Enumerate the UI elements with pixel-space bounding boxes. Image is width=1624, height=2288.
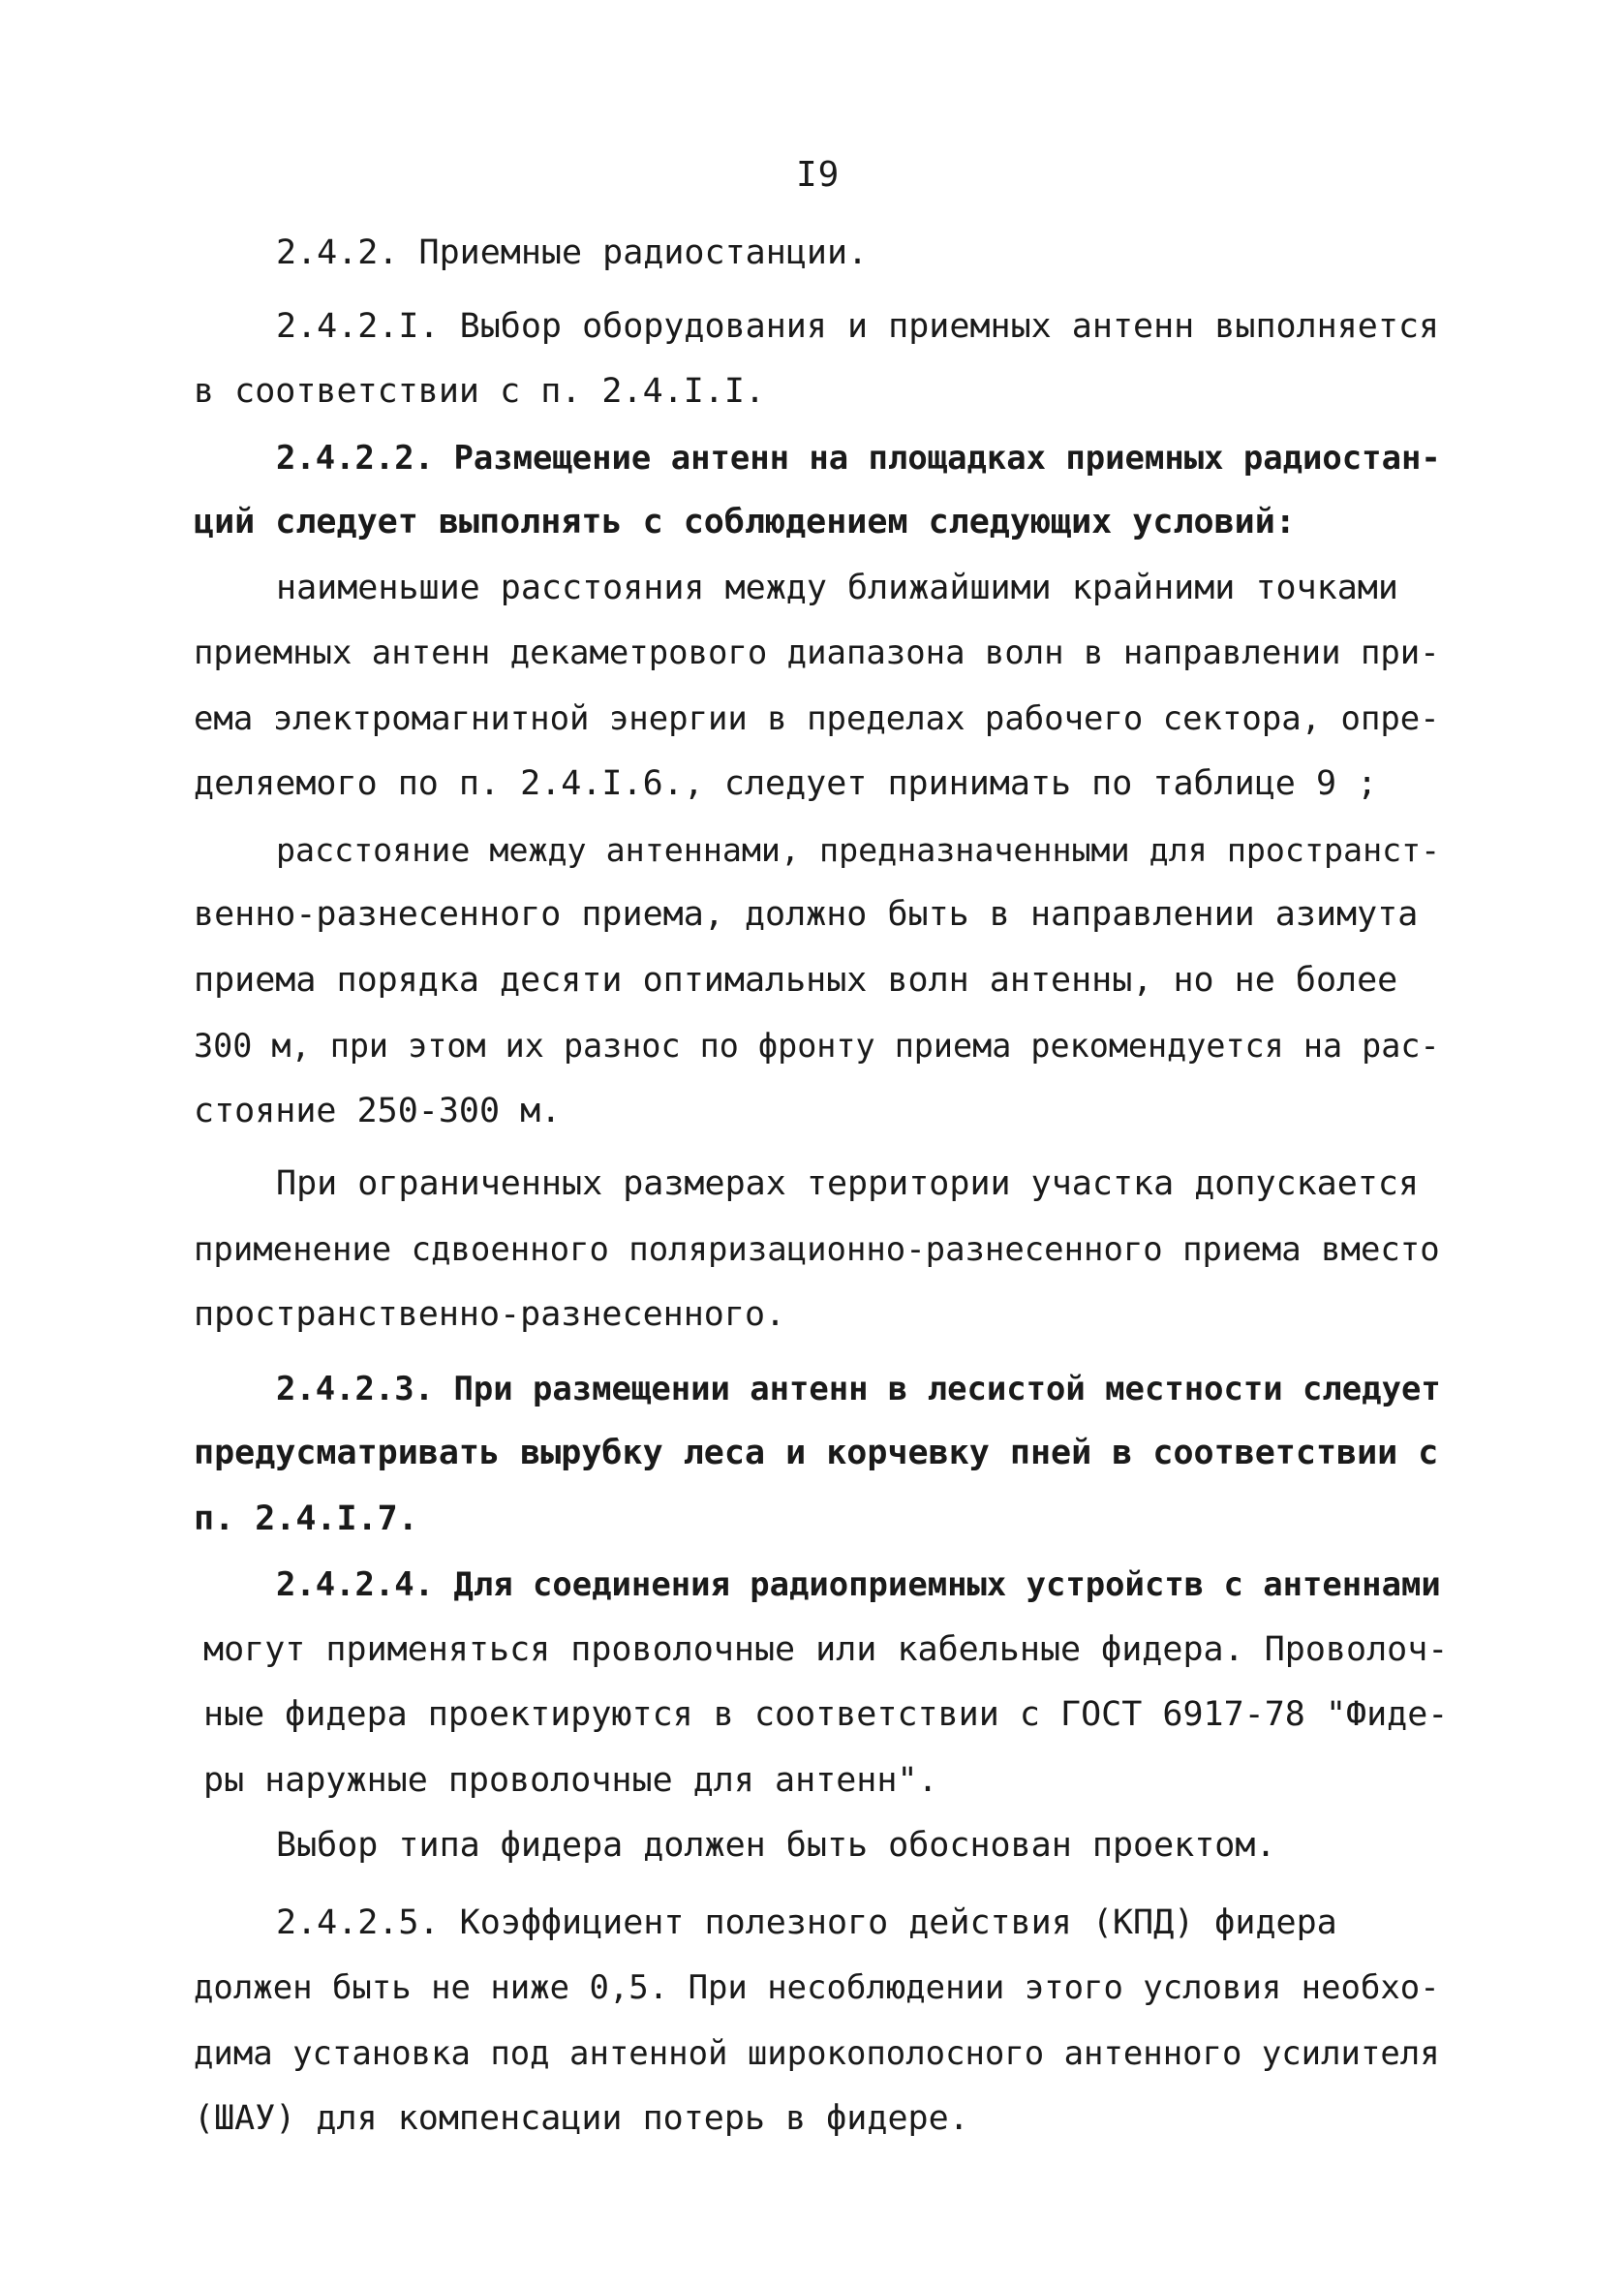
paragraph-spacing-line: расстояние между антеннами, предназначенными для пространст-	[276, 830, 1441, 869]
paragraph-spacing-line: стояние 250-300 м.	[194, 1091, 562, 1130]
paragraph-distance-line: приемных антенн декаметрового диапазона волн в направлении при-	[194, 634, 1440, 672]
paragraph-2-4-2-4-line: ры наружные проволочные для антенн".	[203, 1760, 938, 1800]
paragraph-spacing-line: венно-разнесенного приема, должно быть в направлении азимута	[194, 895, 1419, 934]
paragraph-2-4-2-3-line: п. 2.4.I.7.	[194, 1499, 418, 1538]
document-body	[194, 221, 1453, 2152]
paragraph-2-4-2-2-line: 2.4.2.2. Размещение антенн на площадках приемных радиостан-	[276, 438, 1441, 477]
paragraph-spacing-line: 300 м, при этом их разнос по фронту приема рекомендуется на рас-	[194, 1027, 1440, 1065]
paragraph-feeder-type: Выбор типа фидера должен быть обоснован проектом.	[276, 1826, 1276, 1865]
paragraph-2-4-2-2-line: ций следует выполнять с соблюдением следующих условий:	[194, 503, 1296, 541]
paragraph-2-4-2-5-line: 2.4.2.5. Коэффициент полезного действия (КПД) фидера	[276, 1902, 1337, 1942]
paragraph-distance-line: наименьшие расстояния между ближайшими крайними точками	[276, 568, 1398, 607]
page-number: I9	[796, 155, 841, 195]
paragraph-2-4-2-4-line: могут применяться проволочные или кабельные фидера. Проволоч-	[203, 1629, 1449, 1669]
paragraph-distance-line: деляемого по п. 2.4.I.6., следует принимать по таблице 9 ;	[194, 764, 1378, 803]
paragraph-2-4-2-3-line: 2.4.2.3. При размещении антенн в лесистой местности следует	[276, 1369, 1441, 1407]
paragraph-2-4-2-5-line: должен быть не ниже 0,5. При несоблюдении этого условия необхо-	[194, 1969, 1440, 2007]
paragraph-limited-area-line: применение сдвоенного поляризационно-разнесенного приема вместо	[194, 1230, 1440, 1269]
paragraph-2-4-2-4-line: 2.4.2.4. Для соединения радиоприемных устройств с антеннами	[276, 1565, 1441, 1603]
paragraph-2-4-2-3-line: предусматривать вырубку леса и корчевку пней в соответствии с	[194, 1434, 1439, 1472]
paragraph-2-4-2-4-line: ные фидера проектируются в соответствии с ГОСТ 6917-78 "Фиде-	[203, 1695, 1449, 1734]
paragraph-limited-area-line: При ограниченных размерах территории участка допускается	[276, 1164, 1420, 1203]
section-heading-2-4-2: 2.4.2. Приемные радиостанции.	[276, 233, 869, 272]
paragraph-2-4-2-1-line: 2.4.2.I. Выбор оборудования и приемных антенн выполняется	[276, 306, 1440, 346]
paragraph-2-4-2-5-line: (ШАУ) для компенсации потерь в фидере.	[194, 2099, 969, 2138]
paragraph-distance-line: ема электромагнитной энергии в пределах рабочего сектора, опре-	[194, 699, 1440, 738]
paragraph-limited-area-line: пространственно-разнесенного.	[194, 1295, 786, 1334]
paragraph-2-4-2-5-line: дима установка под антенной широкополосного антенного усилителя	[194, 2034, 1440, 2073]
paragraph-2-4-2-1-line: в соответствии с п. 2.4.I.I.	[194, 372, 766, 411]
paragraph-spacing-line: приема порядка десяти оптимальных волн антенны, но не более	[194, 960, 1398, 1000]
